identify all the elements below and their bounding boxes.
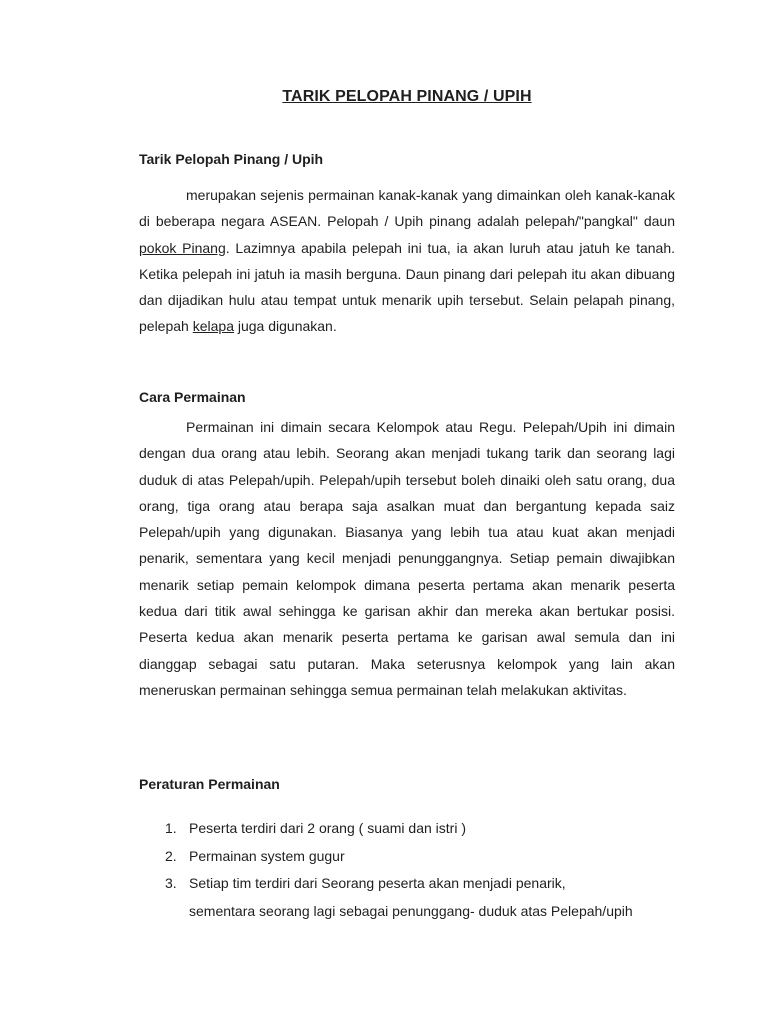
list-item-text: Permainan system gugur [189,847,345,864]
section-heading-cara-permainan: Cara Permainan [139,389,246,405]
list-number: 3. [165,875,177,891]
list-item-text-continuation: sementara seorang lagi sebagai penunggang- duduk atas Pelepah/upih [189,902,633,919]
section-heading-intro: Tarik Pelopah Pinang / Upih [139,151,324,167]
cara-permainan-paragraph: Permainan ini dimain secara Kelompok atau Regu. Pelepah/Upih ini dimain dengan dua orang atau lebih. Seorang akan menjadi tukang tarik dan seorang lagi duduk di atas Pelepah/upih. Pelepah/upih tersebut boleh dinaiki oleh satu orang, dua orang, tiga orang atau berapa saja asalkan muat dan bergantung kepada saiz Pelepah/upih yang digunakan. Biasanya yang lebih tua atau kuat akan menjadi penarik, sementara yang kecil menjadi penunggangnya. Setiap pemain diwajibkan menarik setiap pemain kelompok dimana peserta pertama akan menarik peserta kedua dari titik awal sehingga ke garisan akhir dan mereka akan bertukar posisi. Peserta kedua akan menarik peserta pertama ke garisan awal semula dan ini dianggap sebagai satu putaran. Maka seterusnya kelompok yang lain akan meneruskan permainan sehingga semua permainan telah melakukan aktivitas. [139,419,675,698]
intro-text-part3: juga digunakan. [233,318,337,335]
list-number: 2. [165,847,177,864]
link-kelapa[interactable]: kelapa [192,318,234,335]
list-item-text: Setiap tim terdiri dari Seorang peserta akan menjadi penarik, [189,875,566,891]
document-title: TARIK PELOPAH PINANG / UPIH [282,88,532,105]
list-item-text: Peserta terdiri dari 2 orang ( suami dan istri ) [189,820,466,836]
list-number: 1. [165,820,177,836]
intro-text-part2: . Lazimnya apabila pelepah ini tua, ia akan luruh atau jatuh ke tanah. Ketika pelepah ini jatuh ia masih berguna. Daun pinang dari pelepah itu akan dibuang dan dijadikan hulu atau tempat untuk menarik upih tersebut. Selain pelapah pinang, pelepah [139,239,676,335]
rules-list-item [139,843,675,871]
rules-list [139,815,675,925]
link-pokok-pinang[interactable]: pokok Pinang [139,239,226,256]
intro-text-part1: merupakan sejenis permainan kanak-kanak yang dimainkan oleh kanak-kanak di beberapa negara ASEAN. Pelopah / Upih pinang adalah pelepah/"pangkal" daun [139,187,675,230]
rules-list-item [139,870,675,925]
intro-paragraph [139,182,675,340]
rules-list-item [139,815,675,843]
section-heading-peraturan: Peraturan Permainan [139,776,280,792]
